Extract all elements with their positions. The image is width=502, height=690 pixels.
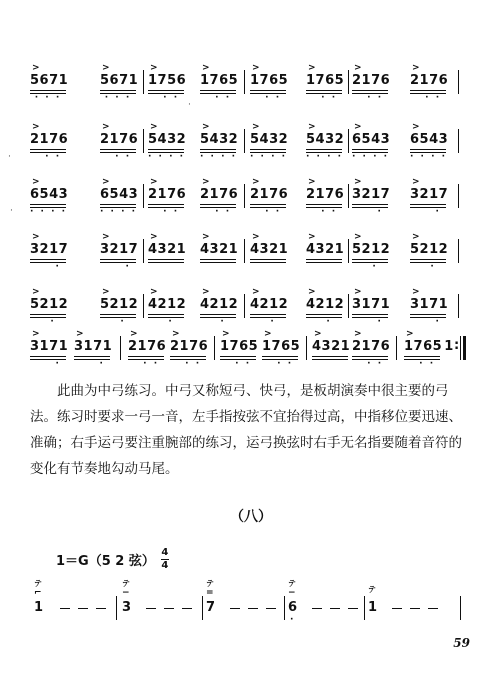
note-group: > 3217 · (100, 232, 139, 272)
note-group: > 3217 · (352, 177, 391, 217)
note-group: > 2176 · · (100, 122, 139, 162)
bar-line (458, 294, 459, 318)
note-group: > 3171 · (410, 287, 449, 327)
bar-line (348, 70, 349, 94)
note-group: > 4321 (312, 330, 348, 370)
note-group: > 6543 · · · · (30, 177, 69, 217)
note-group: > 5432 · · · · (200, 122, 239, 162)
note-group: > 4321 (148, 233, 184, 273)
note-group: > 2176 · · (250, 177, 289, 217)
score-row-1 (30, 64, 470, 108)
repeat-colon: : (454, 338, 460, 353)
note-group: > 1765 · · (220, 329, 259, 369)
note-group: > 4321 (250, 233, 286, 273)
note-group: > 2176 · · (128, 329, 167, 369)
key-label: 1＝G（5 2 弦） (56, 554, 155, 569)
page-number: 59 (453, 636, 470, 650)
note-group: > 3217 · (30, 232, 69, 272)
note-group: > 2176 · · (410, 63, 449, 103)
note-group: > 3171 · (74, 329, 113, 369)
note-group: > 1756 · · (148, 63, 187, 103)
note-group: > 5671 · · · (100, 63, 139, 103)
bar-line (284, 596, 285, 620)
bar-line (306, 336, 307, 360)
bar-line (348, 294, 349, 318)
note-group: > 1765 · · (306, 63, 345, 103)
note-group: > 5432 · · · · (306, 122, 345, 162)
score-row-3 (30, 178, 470, 222)
note-group: > 5432 · · · · (148, 122, 187, 162)
note-group: > 5671 · · · (30, 63, 69, 103)
note-group: > 1765 · · (404, 329, 443, 369)
bar-line (202, 596, 203, 620)
practice-description: 此曲为中弓练习。中弓又称短弓、快弓，是板胡演奏中很主要的弓法。练习时要求一弓一音，左手指按弦不宜抬得过高，中指移位要迅速、准确；右手运弓要注重腕部的练习，运弓换弦时右手无名指要随着音符的变化有节奏地勾动马尾。 (30, 383, 462, 477)
note-group: > 6543 · · · · (100, 177, 139, 217)
note-group: > 1765 · · (200, 63, 239, 103)
note-group: > 4212 · (306, 287, 345, 327)
bar-line (348, 239, 349, 263)
bar-line (143, 70, 144, 94)
note-group: > 5432 · · · · (250, 122, 289, 162)
note-group: > 2176 · · (30, 122, 69, 162)
final-note: 1 (444, 339, 454, 354)
bar-line (116, 596, 117, 620)
note-group: > 3217 · (410, 177, 449, 217)
bar-line (120, 336, 121, 360)
note-group: > 2176 · · (200, 177, 239, 217)
bar-line (143, 129, 144, 153)
bar-line (364, 596, 365, 620)
note-group: > 4321 (306, 233, 342, 273)
bar-line (396, 336, 397, 360)
bar-line (143, 239, 144, 263)
note-group: > 6543 · · · · (410, 122, 449, 162)
note-group: > 5212 · (352, 232, 391, 272)
bar-line (458, 239, 459, 263)
bar-line (244, 184, 245, 208)
key-signature (56, 548, 169, 571)
bar-line (244, 239, 245, 263)
note-group: > 5212 · (30, 287, 69, 327)
bar-line (244, 129, 245, 153)
bar-line (244, 70, 245, 94)
note-group: > 2176 · · (352, 329, 391, 369)
bar-line (143, 294, 144, 318)
bar-line (348, 184, 349, 208)
note-group: > 2176 · · (148, 177, 187, 217)
bar-line (458, 70, 459, 94)
score-row-5 (30, 288, 470, 332)
bar-line (458, 184, 459, 208)
note-group: > 4321 (200, 233, 236, 273)
repeat-bar-thick (463, 336, 466, 360)
note-group: > 4212 · (250, 287, 289, 327)
note-group: > 3171 · (352, 287, 391, 327)
note-group: > 4212 · (148, 287, 187, 327)
time-signature: 4 4 (161, 547, 169, 571)
note-group: > 4212 · (200, 287, 239, 327)
bar-line (143, 184, 144, 208)
bar-line (458, 129, 459, 153)
bar-line (348, 129, 349, 153)
bar-line (244, 294, 245, 318)
score-row-6 (30, 330, 470, 374)
note-group: > 2176 · · (170, 329, 209, 369)
repeat-bar-thin (460, 336, 461, 360)
note-group: > 2176 · · (306, 177, 345, 217)
long-bow-melody: テ ⌐ 1 テ − 3 テ = 7 テ − 6 · テ 1 (30, 580, 470, 630)
score-row-4 (30, 233, 470, 277)
note-group: > 2176 · · (352, 63, 391, 103)
note-group: > 5212 · (410, 232, 449, 272)
note-group: > 1765 · · (250, 63, 289, 103)
section-title: （八） (230, 509, 272, 525)
note-group: > 5212 · (100, 287, 139, 327)
bar-line (460, 596, 461, 620)
note-group: > 3171 · (30, 329, 69, 369)
bar-line (214, 336, 215, 360)
score-page: > 5671 · · · > 5671 · · · > 1756 · · > 1765 · · > 1765 · · > 1765 · · > 2176 · · > 2176 · · > 2176 · · > 2176 · · > 5432 · · · · > 5432 · · · · > 5432 · · · · > 5432 · · · · > 6543 · · · · > 6543 · · · · > 6543 · · · · > 6543 · · · · > 2176 · · > 2176 · · > 2176 · · > 2176 · · > 3217 · > 3217 · > 3217 · > 3217 · > 4321 > 4321 > 4321 > 4321 > 5212 · > 5212 · > 5212 · > 5212 · > 4212 · > 4212 · > 4212 · > 4212 · > 3171 · > 3171 · > 3171 · > 3171 · > 2176 · · > 2176 · · > 1765 · · > 1765 · · > 4321 > 2176 · · > 1765 · · 1 : 此曲为中弓练习。中弓又称短弓、快弓，是板胡演奏中很主要的弓法。练习时要求一弓一音，左手指按弦不宜抬得过高，中指移位要迅速、准确；右手运弓要注重腕部的练习，运弓换弦时右手无名指要随着音符的变化有节奏地勾动马尾。 （八） 1＝G（5 2 弦） 4 4 テ ⌐ 1 テ − 3 テ = 7 テ − 6 · テ 1 59 · · · (0, 0, 502, 690)
score-row-2 (30, 123, 470, 167)
note-group: > 1765 · · (262, 329, 301, 369)
note-group: > 6543 · · · · (352, 122, 391, 162)
